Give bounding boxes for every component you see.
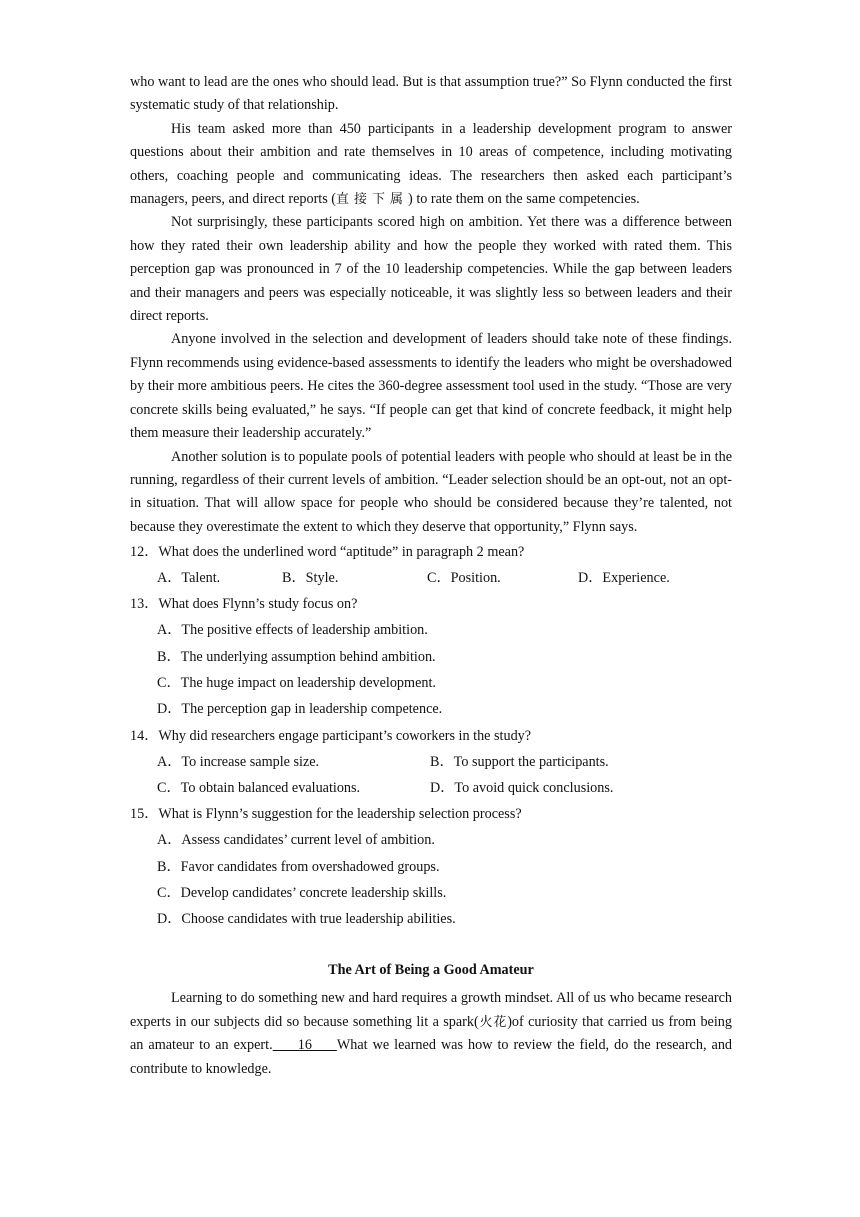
question-14-options-row-2: [157, 775, 732, 801]
question-13-option-b[interactable]: B．The underlying assumption behind ambition.: [157, 648, 436, 665]
question-12-options: [157, 565, 732, 591]
question-13-option-d[interactable]: D．The perception gap in leadership competence.: [157, 701, 443, 718]
question-15-option-d[interactable]: D．Choose candidates with true leadership abilities.: [157, 911, 456, 928]
question-15-stem: 15．What is Flynn’s suggestion for the leadership selection process?: [130, 806, 522, 823]
question-12-option-a[interactable]: A．Talent.: [157, 570, 221, 587]
question-14-options-row-1: [157, 749, 732, 775]
question-15-option-a[interactable]: A．Assess candidates’ current level of ambition.: [157, 832, 435, 849]
passage-paragraph-1: who want to lead are the ones who should lead. But is that assumption true?” So Flynn conducted the first systematic study of that relationship.: [130, 74, 732, 114]
question-13-stem: 13．What does Flynn’s study focus on?: [130, 596, 358, 613]
passage-paragraph-2: [130, 118, 732, 212]
question-12-option-d[interactable]: D．Experience.: [578, 570, 670, 587]
question-15-option-c[interactable]: C．Develop candidates’ concrete leadership skills.: [157, 884, 447, 901]
question-14-option-a[interactable]: A．To increase sample size.: [157, 753, 320, 770]
blank-16[interactable]: 16: [272, 1037, 337, 1054]
passage-paragraph-5: Another solution is to populate pools of potential leaders with people who should at least be in the running, regardless of their current levels of ambition. “Leader selection should be an opt-out, not an opt-in situation. That will allow space for people who should be considered because they’re talented, not because they overestimate the extent to which they deserve that opportunity,” Flynn says.: [130, 448, 732, 535]
document-content: [130, 71, 732, 1081]
article-2-text-a: Learning to do something new and hard requires a growth mindset. All of us who became research experts in our subjects did so because something lit a spark(: [130, 990, 732, 1030]
question-12-option-b[interactable]: B．Style.: [282, 570, 339, 587]
passage-paragraph-2-text-b: ) to rate them on the same competencies.: [408, 191, 640, 208]
article-2-text-c: What we learned was how to review the field, do the research, and contribute to knowledge.: [130, 1037, 733, 1077]
cjk-gloss-spark: 火花: [478, 1014, 508, 1030]
question-12-option-c[interactable]: C．Position.: [427, 570, 501, 587]
article-2-text-b: )of curiosity that carried us from being an amateur to an expert.: [130, 1013, 732, 1054]
passage-paragraph-3: Not surprisingly, these participants scored high on ambition. Yet there was a difference between how they rated their own leadership ability and how the people they worked with rated them. This perception gap was pronounced in 7 of the 10 leadership competencies. While the gap between leaders and their managers and peers was especially noticeable, it was slightly less so between leaders and their direct reports.: [130, 214, 732, 325]
article-2-paragraph-1: [130, 987, 732, 1081]
question-14-option-b[interactable]: B．To support the participants.: [430, 753, 609, 770]
article-2-title: The Art of Being a Good Amateur: [328, 962, 534, 979]
question-14-stem: 14．Why did researchers engage participant’s coworkers in the study?: [130, 727, 532, 744]
question-14-option-c[interactable]: C．To obtain balanced evaluations.: [157, 779, 361, 796]
question-13-option-a[interactable]: A．The positive effects of leadership ambition.: [157, 622, 428, 639]
question-15-option-b[interactable]: B．Favor candidates from overshadowed groups.: [157, 858, 440, 875]
passage-paragraph-4: Anyone involved in the selection and development of leaders should take note of these findings. Flynn recommends using evidence-based assessments to identify the leaders who might be overshadowed by their more ambitious peers. He cites the 360-degree assessment tool used in the study. “Those are very concrete skills being evaluated,” he says. “If people can get that kind of concrete feedback, it might help them measure their leadership accurately.”: [130, 331, 732, 442]
passage-paragraph-2-text-a: His team asked more than 450 participants in a leadership development program to answer questions about their ambition and rate themselves in 10 areas of competence, including motivating others, coaching people and communicating ideas. The researchers then asked each participant’s managers, peers, and direct reports (: [130, 120, 732, 208]
question-14-option-d[interactable]: D．To avoid quick conclusions.: [430, 779, 614, 796]
question-13-option-c[interactable]: C．The huge impact on leadership development.: [157, 675, 436, 692]
question-12-stem: 12．What does the underlined word “aptitude” in paragraph 2 mean?: [130, 544, 525, 561]
cjk-gloss-direct-reports: 直接下属: [336, 192, 409, 208]
